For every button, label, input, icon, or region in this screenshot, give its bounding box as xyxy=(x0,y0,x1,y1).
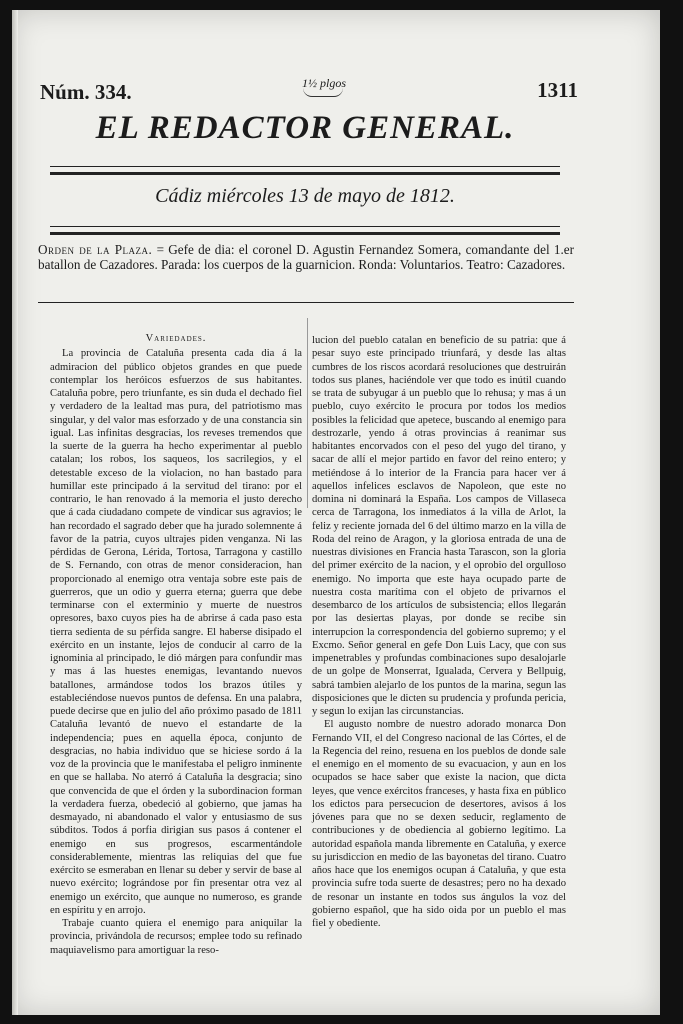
right-paragraph: lucion del pueblo catalan en beneficio de su patria: que á pesar suyo este principado triunfará, y desde las altas cumbres de los riscos acordará resoluciones que destruirán todos sus planes, haciéndole ver que todo es inútil cuando se trata de subyugar á un pueblo que lo rehusa; y mas á un pueblo, cuyo exército le procura por todos los medios posibles la felicidad que apetece, buscando al enemigo para destrozarle, yendo á otras provincias á reanimar sus habitantes encorvados con el peso del yugo del tirano, y sacar de allí el mejor partido en favor del reino entero; y metiéndose á lo interior de la Francia para hacer ver á aquellos infelices esclavos de Napoleon, que este no domina ni dominará la España. Los campos de Villaseca cerca de Tarragona, los inmediatos á la villa de Arlot, la feliz y reciente jornada del 6 del último marzo en la villa de Roda del reino de Aragon, y la gloriosa entrada de una de nuestras divisiones en Francia hasta Tarascon, son la gloria del primer exército de la nacion, y el oprobio del orgulloso enemigo. No importa que este haya ocupado parte de nuestra costa marítima con el objeto de privarnos el desembarco de los artículos de subsistencia; ellos llegarán por las desiertas playas, por donde se recibe sin interrupcion la correspondencia del gobierno supremo; y el Excmo. Señor general en gefe Don Luis Lacy, que con sus impenetrables y profundas combinaciones supo desalojarle de un golpe de Monserrat, Igualada, Cervera y Bellpuig, sabrá tambien alejarlo de los puntos de la marina, segun las disposiciones que le dicten su prudencia y profunda pericia, y segun lo exijan las circunstancias. xyxy=(312,335,566,717)
dateline-rule xyxy=(50,226,560,235)
section-rule xyxy=(38,302,574,303)
newspaper-page xyxy=(12,10,660,1015)
right-column xyxy=(312,334,566,930)
orden-de-la-plaza xyxy=(38,242,574,272)
right-paragraph: El augusto nombre de nuestro adorado monarca Don Fernando VII, el del Congreso nacional de las Córtes, el de la Regencia del reino, resuena en los pueblos de donde sale el enemigo en el momento de su evacuacion, y aun en los ocupados se hace saber que existe la nacion, que dicta leyes, que vence exércitos franceses, y hasta fixa en público los edictos para persecucion de desertores, avisos á los jóvenes para que no se dexen seducir, reglamento de contribuciones y de obediencia al gobierno legítimo. La autoridad española manda libremente en Cataluña, y exerce su jurisdiccion en medio de las bayonetas del tirano. Cuatro años hace que los enemigos ocupan á Cataluña, y que esta provincia sufre toda suerte de desastres; pero no ha dexado de resonar un instante en todos sus ángulos la voz del gobierno español, que ha sido oida por un pueblo el mas fiel y obediente. xyxy=(312,719,566,929)
dateline: Cádiz miércoles 13 de mayo de 1812. xyxy=(155,185,455,207)
newspaper-title: EL REDACTOR GENERAL. xyxy=(95,110,515,146)
pliegos-note: 1½ plgos xyxy=(301,76,346,90)
page-folio: 1311 xyxy=(537,78,578,102)
orden-label: Orden de la Plaza. xyxy=(38,242,153,257)
column-divider xyxy=(307,318,308,508)
page-binding-shadow xyxy=(12,10,18,1015)
left-paragraph: Trabaje cuanto quiera el enemigo para aniquilar la provincia, privándola de recursos; emplee todo su refinado maquiavelismo para amortiguar la reso- xyxy=(50,918,302,956)
variedades-heading: Variedades. xyxy=(145,333,207,344)
left-paragraph: La provincia de Cataluña presenta cada dia á la admiracion del público objetos grandes en que puede contemplar los heróicos esfuerzos de sus habitantes. Cataluña pobre, pero triunfante, es sin duda el dechado fiel y verdadero de la lealtad mas pura, del patriotismo mas singular, y del valor mas esforzado y de una constancia sin igual. Las infinitas desgracias, los reveses tremendos que la suerte de la guerra ha hecho experimentar al pueblo catalan; los robos, los saqueos, los sacrilegios, y el detestable exceso de la violacion, no han bastado para humillar este principado á la servitud del tirano: por el contrario, le han renovado á la memoria el justo derecho que á cada ciudadano compete de vindicar sus agravios; le han recordado el sagrado deber que ha jurado solemnente á favor de la patria, cuyos ultrajes piden venganza. Ni las pérdidas de Gerona, Lérida, Tortosa, Tarragona y castillo de S. Fernando, con otras de menor consideracion, han proporcionado al enemigo otra ventaja sobre este pais de guerreros, que un odio y guerra eterna; guerra que debe terminarse con el exterminio y muerte de nuestros opresores, baxo cuyos pies ha de abrirse á cada paso esta tierra sedienta de su pérfida sangre. El haberse disipado el exército en un instante, lejos de conducir al carro de la ignominia al principado, le dió márgen para confundir mas y mas á las huestes enemigas, levantando nuevos batallones, armándose todos los brazos útiles y estableciéndose nuevos puntos de defensa. En una palabra, puede decirse que en julio del año próximo pasado de 1811 Cataluña levantó de nuevo el estandarte de la independencia; pues en aquella época, conjunto de desgracias, no habia individuo que se hiciese sordo á la voz de la provincia que le manifestaba el peligro inminente en que se hallaba. No aterró á Cataluña la desgracia; sino que convencida de que el órden y la subordinacion forman la verdadera fuerza, obedeció al gobierno, que jamas ha desmayado, ni abandonado el valor y entusiasmo de sus súbditos. Todos á porfia dirigian sus pasos á contener el enemigo en sus progresos, escarmentándole considerablemente, mientras las reliquias del que fue exército se esmeraban en llenar su deber y servir de base al nuevo exército; lográndose por fin presentar otra vez al enemigo un exército, que aunque no numeroso, es grande en espíritu y en arrojo. xyxy=(50,348,302,916)
masthead-header-row xyxy=(38,78,578,112)
orden-text: = Gefe de dia: el coronel D. Agustin Fernandez Somera, comandante del 1.er batallon de Cazadores. Parada: los cuerpos de la guarnicion. Ronda: Voluntarios. Teatro: Cazadores. xyxy=(38,242,574,272)
issue-number: Núm. 334. xyxy=(40,80,132,104)
left-column xyxy=(50,332,302,957)
pliegos-brace xyxy=(303,88,343,97)
title-rule xyxy=(50,166,560,175)
